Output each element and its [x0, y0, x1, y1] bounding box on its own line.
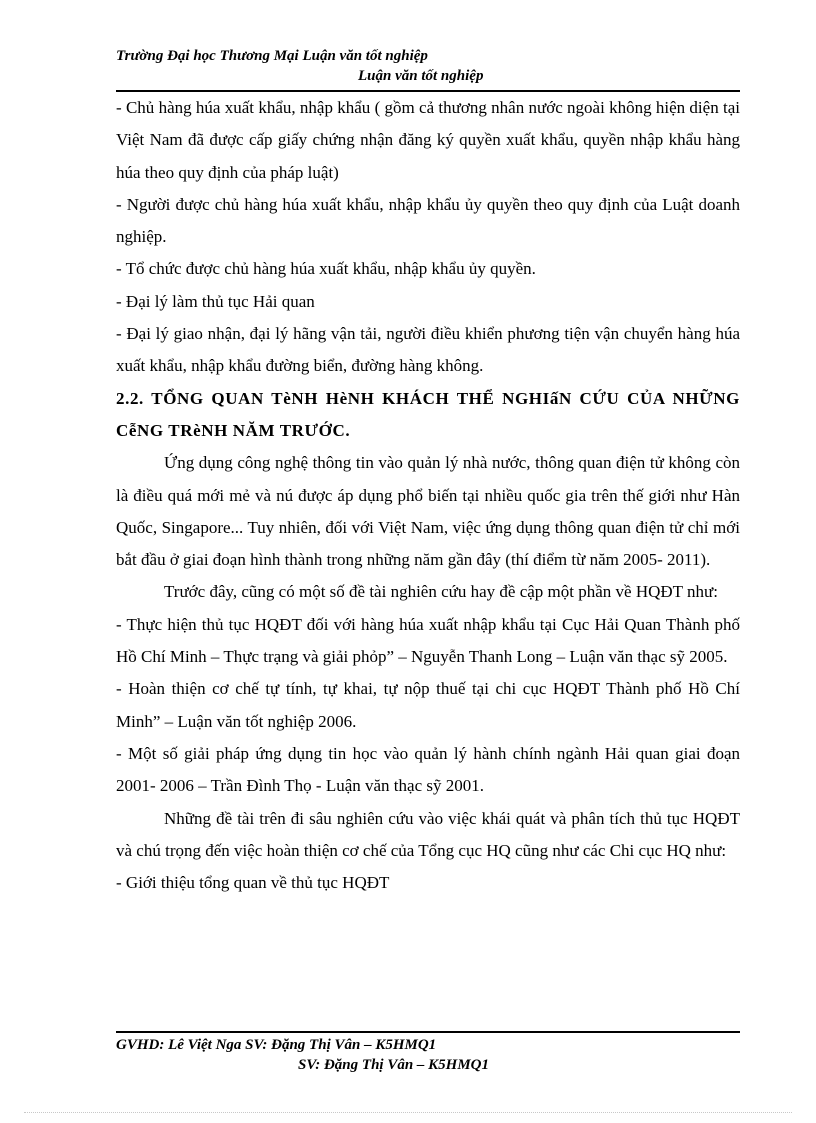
running-header-school: Trường Đại học Thương Mại Luận văn tốt nghiệp [116, 48, 428, 64]
running-header-title: Luận văn tốt nghiệp [358, 68, 484, 84]
paragraph-intro: Ứng dụng công nghệ thông tin vào quản lý nhà nước, thông quan điện tử không còn là điều quá mới mẻ và nú được áp dụng phổ biến tại nhiều quốc gia trên thế giới như Hàn Quốc, Singapore... Tuy nhiên, đối với Việt Nam, việc ứng dụng thông quan điện tử chỉ mới bắt đầu ở giai đoạn hình thành trong những năm gần đây (thí điểm từ năm 2005- 2011). [116, 453, 740, 570]
list-item-study-1: - Thực hiện thủ tục HQĐT đối với hàng húa xuất nhập khẩu tại Cục Hải Quan Thành phố Hồ Chí Minh – Thực trạng và giải phỏp” – Nguyễn Thanh Long – Luận văn thạc sỹ 2005. [116, 614, 740, 667]
paragraph-authorized-person: - Người được chủ hàng húa xuất khẩu, nhập khẩu ủy quyền theo quy định của Luật doanh nghiệp. [116, 194, 740, 247]
list-item-study-2: - Hoàn thiện cơ chế tự tính, tự khai, tự nộp thuế tại chi cục HQĐT Thành phố Hồ Chí Minh” – Luận văn tốt nghiệp 2006. [116, 679, 740, 731]
list-item-study-3: - Một số giải pháp ứng dụng tin học vào quản lý hành chính ngành Hải quan giai đoạn 2001- 2006 – Trần Đình Thọ - Luận văn thạc sỹ 2001. [116, 743, 740, 796]
paragraph-summary: Những đề tài trên đi sâu nghiên cứu vào việc khái quát và phân tích thủ tục HQĐT và chú trọng đến việc hoàn thiện cơ chế của Tổng cục HQ cũng như các Chi cục HQ như: [116, 808, 740, 860]
paragraph-owner: - Chủ hàng húa xuất khẩu, nhập khẩu ( gồm cả thương nhân nước ngoài không hiện diện tại Việt Nam đã được cấp giấy chứng nhận đăng ký quyền xuất khẩu, quyền nhập khẩu hàng húa theo quy định của pháp luật) [116, 98, 740, 182]
footer-rule [116, 1031, 740, 1033]
document-body [116, 92, 740, 899]
running-footer-advisor: GVHD: Lê Việt Nga SV: Đặng Thị Vân – K5HMQ1 [116, 1037, 437, 1053]
paragraph-previous-studies: Trước đây, cũng có một số đề tài nghiên cứu hay đề cập một phần về HQĐT như: [164, 582, 718, 602]
running-footer-student: SV: Đặng Thị Vân – K5HMQ1 [298, 1057, 490, 1073]
section-heading: 2.2. TỔNG QUAN TèNH HèNH KHÁCH THỂ NGHIấN CỨU CỦA NHỮNG CễNG TRèNH NĂM TRƯỚC. [116, 388, 740, 440]
paragraph-authorized-org: - Tổ chức được chủ hàng húa xuất khẩu, nhập khẩu ủy quyền. [116, 259, 536, 279]
paragraph-customs-agent: - Đại lý làm thủ tục Hải quan [116, 291, 315, 311]
paragraph-forwarding-agent: - Đại lý giao nhận, đại lý hãng vận tải, người điều khiển phương tiện vận chuyển hàng húa xuất khẩu, nhập khẩu đường biển, đường hàng không. [116, 324, 740, 376]
list-item-overview: - Giới thiệu tổng quan về thủ tục HQĐT [116, 873, 390, 893]
page-bottom-edge [24, 1112, 792, 1113]
